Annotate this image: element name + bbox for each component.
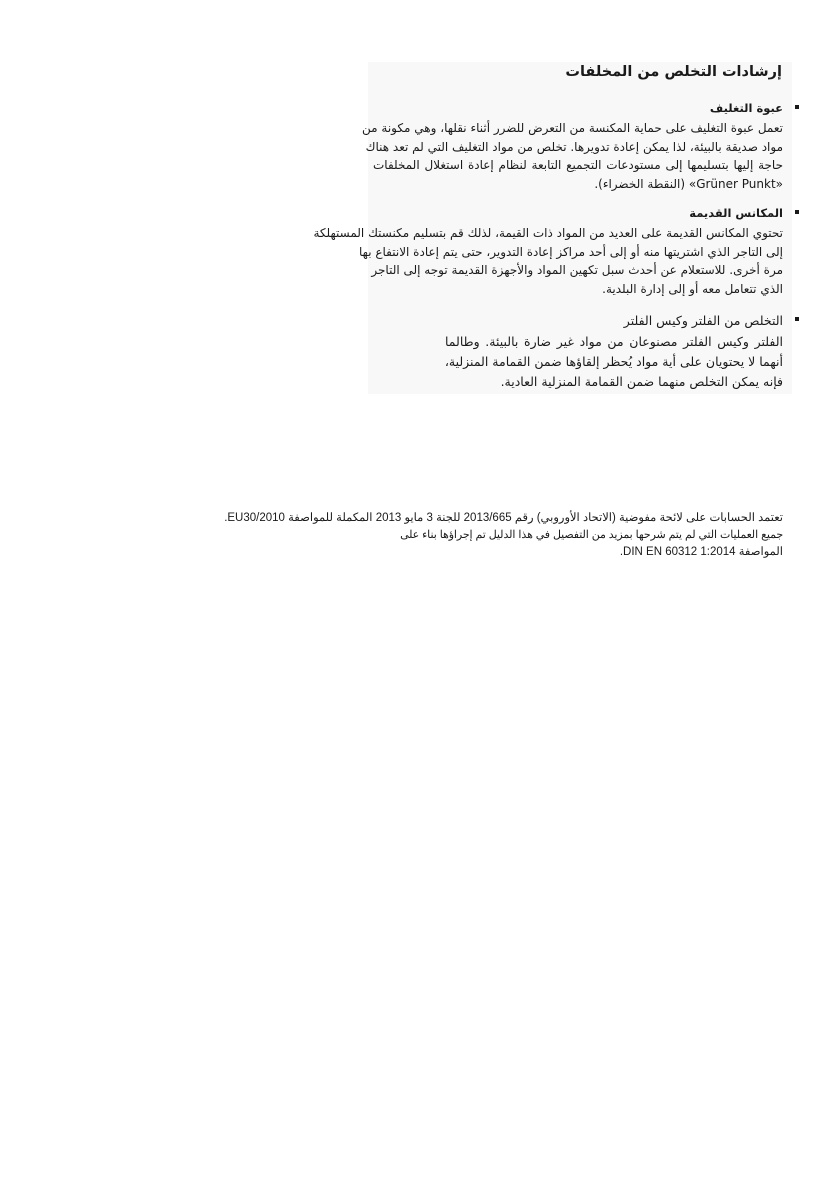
paragraph-line: فإنه يمكن التخلص منهما ضمن القمامة المنزلية العادية.: [500, 374, 783, 389]
footnote-line: جميع العمليات التي لم يتم شرحها بمزيد من التفصيل في هذا الدليل تم إجراؤها بناء على: [400, 529, 783, 541]
paragraph: [445, 332, 783, 392]
bullet-icon: [795, 210, 799, 214]
bullet-icon: [795, 105, 799, 109]
paragraph-line: أنهما لا يحتويان على أية مواد يُحظر إلقاؤها ضمن القمامة المنزلية،: [444, 354, 783, 369]
paragraph-line: تحتوي المكانس القديمة على العديد من المواد ذات القيمة، لذلك قم بتسليم مكنستك المستهلكة: [313, 226, 783, 240]
section-heading-text: عبوة التغليف: [709, 101, 783, 115]
section-old-appliances: [313, 205, 783, 298]
section-heading: [373, 312, 783, 329]
paragraph-line: مواد صديقة بالبيئة، لذا يمكن إعادة تدويرها. تخلص من مواد التغليف التي لم تعد هناك: [365, 139, 783, 154]
paragraph-line: الذي تتعامل معه أو إلى إدارة البلدية.: [602, 281, 783, 296]
section-heading-text: التخلص من الفلتر وكيس الفلتر: [623, 313, 783, 328]
paragraph-line: حاجة إليها بتسليمها إلى مستودعات التجميع التابعة لنظام إعادة استغلال المخلفات: [373, 158, 783, 172]
footnote-line: المواصفة DIN EN 60312 1:2014.: [619, 546, 783, 558]
footnote: [224, 509, 783, 561]
paragraph-line: تعمل عبوة التغليف على حماية المكنسة من التعرض للضرر أثناء نقلها، وهي مكونة من: [362, 121, 783, 135]
section-heading: [373, 205, 783, 222]
paragraph-line: مرة أخرى. للاستعلام عن أحدث سبل تكهين المواد والأجهزة القديمة توجه إلى التاجر: [371, 263, 783, 277]
paragraph-line: إلى التاجر الذي اشتريتها منه أو إلى أحد مراكز إعادة التدوير، حتى يتم إعادة الانتفاع بها: [359, 244, 783, 259]
footnote-line: تعتمد الحسابات على لائحة مفوضية (الاتحاد الأوروبي) رقم 2013/665 للجنة 3 مايو 2013 المكملة للمواصفة EU30/2010.: [224, 512, 783, 524]
section-heading: [373, 100, 783, 117]
section-heading-text: المكانس القديمة: [689, 206, 783, 220]
section-filter-disposal: [373, 312, 783, 392]
bullet-icon: [795, 317, 799, 321]
page-title: إرشادات التخلص من المخلفات: [565, 64, 782, 80]
paragraph-line: «Grüner Punkt» (النقطة الخضراء).: [594, 176, 783, 191]
section-packaging: [362, 100, 783, 193]
paragraph-line: الفلتر وكيس الفلتر مصنوعان من مواد غير ضارة بالبيئة. وطالما: [445, 334, 783, 349]
